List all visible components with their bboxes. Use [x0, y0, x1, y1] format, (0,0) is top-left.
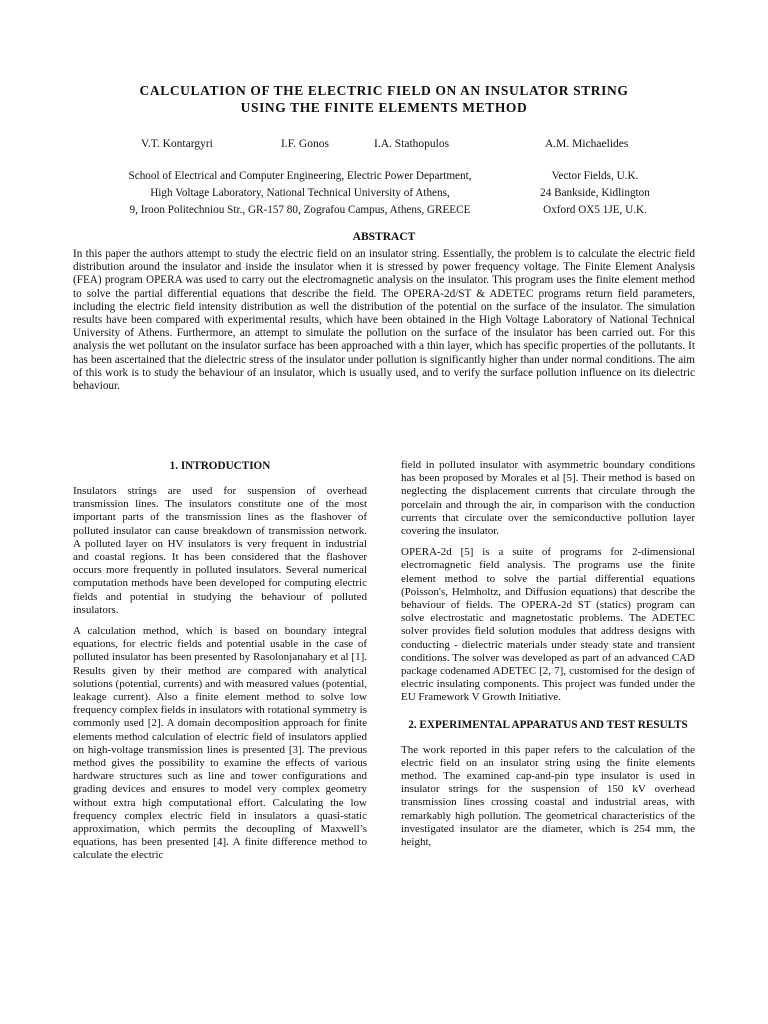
section-heading-experimental: 2. EXPERIMENTAL APPARATUS AND TEST RESULTS: [408, 718, 688, 731]
affiliation-line: Vector Fields, U.K.: [551, 170, 639, 182]
affiliation-line: 9, Iroon Politechniou Str., GR-157 80, Zografou Campus, Athens, GREECE: [129, 204, 471, 216]
author-michaelides: A.M. Michaelides: [545, 138, 629, 150]
section-heading-introduction: 1. INTRODUCTION: [169, 460, 271, 472]
title-line-2: USING THE FINITE ELEMENTS METHOD: [240, 100, 528, 115]
author-kontargyri: V.T. Kontargyri: [141, 138, 213, 150]
affiliation-ntua: [80, 168, 520, 219]
left-column: [73, 459, 367, 871]
affiliation-line: High Voltage Laboratory, National Technical University of Athens,: [150, 187, 450, 199]
title-line-1: CALCULATION OF THE ELECTRIC FIELD ON AN INSULATOR STRING: [139, 83, 629, 98]
abstract-text: In this paper the authors attempt to study the electric field on an insulator string. Essentially, the problem is to calculate the electric field distribution around the insulator and inside the insulator when it is stressed by power frequency voltage. The Finite Element Analysis (FEA) program OPERA was used to carry out the electromagnetic analysis on the insulator. This program uses the finite element method to solve the partial differential equations that describe the field. The OPERA-2d/ST & ADETEC programs return field parameters, including the electric field intensity distribution as well the distribution of the potential on the surface of the insulator. The simulation results have been compared with experimental results, which have been obtained in the High Voltage Laboratory of National Technical University of Athens. Furthermore, an attempt to simulate the pollution on the surface of the insulator has been carried out. For this analysis the wet pollutant on the insulator surface has been approached with a thin layer, which has specific properties of the pollutants. It has been ascertained that the dielectric stress of the insulator under pollution is significantly higher than under normal conditions. The aim of this work is to study the behaviour of an insulator, which is usually used, and to verify the surface pollution influence on its dielectric behaviour.: [73, 248, 695, 393]
paragraph: field in polluted insulator with asymmetric boundary conditions has been proposed by Morales et al [5]. Their method is based on neglecting the displacement currents that circulate through the porcelain and through the air, in comparison with the conduction currents that circulate over the semiconductive pollution layer covering the insulator.: [401, 459, 695, 538]
affiliation-line: Oxford OX5 1JE, U.K.: [543, 204, 647, 216]
paragraph: The work reported in this paper refers to the calculation of the electric field on an insulator string using the finite elements method. The examined cap-and-pin type insulator is used in insulator strings for the suspension of 150 kV overhead transmission lines crossing coastal and industrial areas, with remarkably high pollution. The geometrical characteristics of the investigated insulator are the diameter, which is 254 mm, the height,: [401, 743, 695, 849]
author-stathopulos: I.A. Stathopulos: [374, 138, 450, 150]
author-gonos: I.F. Gonos: [281, 138, 329, 150]
affiliation-line: 24 Bankside, Kidlington: [540, 187, 650, 199]
paragraph: OPERA-2d [5] is a suite of programs for 2-dimensional electromagnetic field analysis. The programs use the finite element method to solve the partial differential equations (Poisson's, Helmholtz, and Diffusion equations) that describe the behaviour of fields. The OPERA-2d ST (statics) program can solve electrostatic and magnetostatic problems. The ADETEC solver provides field solution modules that address designs with conducting - dielectric materials under steady state and transient conditions. The solver was developed as part of an advanced CAD package codenamed ADETEC [2, 7], customised for the design of electric insulating components. This project was funded under the EU Framework V Growth Initiative.: [401, 546, 695, 704]
affiliation-vector-fields: [520, 168, 670, 219]
paragraph: A calculation method, which is based on boundary integral equations, for electric fields and potential usable in the case of polluted insulator has been presented by Rasolonjanahary et al [1]. Results given by their method are compared with analytical solutions (potential, currents) and with measured values (potential, leakage current). Also a finite element method to solve low frequency complex fields in insulators with rotational symmetry is commonly used [2]. A domain decomposition approach for finite elements method calculation of electric field of insulators applied on high-voltage transmission lines is presented [3]. The previous method gives the possibility to examine the effects of various hardware structures such as line and tower configurations and grading devices and ensures to model very complex geometry without extra high computational effort. Calculating the low frequency complex electric field in insulators a quasi-static approximation, which permits the decoupling of Maxwell’s equations, has been presented [4]. A finite difference method to calculate the electric: [73, 625, 367, 862]
paragraph: Insulators strings are used for suspension of overhead transmission lines. The insulators constitute one of the most important parts of the transmission lines as the flashover of polluted insulator can cause breakdown of transmission network. A polluted layer on HV insulators is very frequent in industrial and coastal regions. It has been considered that the flashover occurs more frequently in polluted insulators. Several numerical computation methods have been developed for computing electric fields and potential in studying the behaviour of polluted insulators.: [73, 485, 367, 616]
abstract-heading: ABSTRACT: [352, 231, 416, 243]
paper-title: [60, 82, 708, 116]
right-column: [401, 459, 695, 857]
affiliation-line: School of Electrical and Computer Engineering, Electric Power Department,: [128, 170, 472, 182]
